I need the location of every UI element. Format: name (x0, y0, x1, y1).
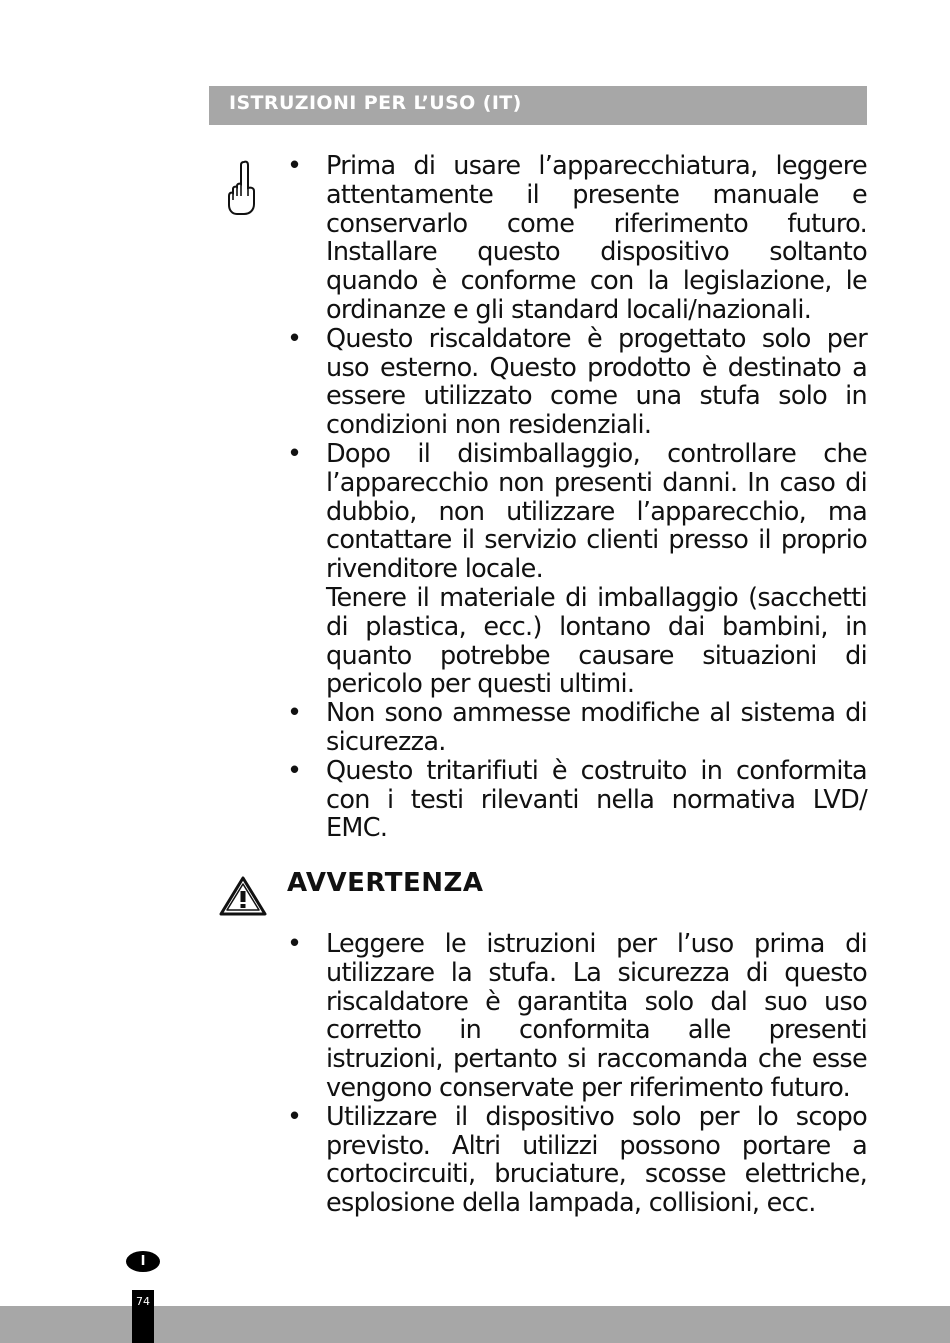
bullet-marker: • (287, 755, 302, 786)
section-header-title: ISTRUZIONI PER L’USO (IT) (229, 92, 522, 114)
paragraph: Leggere le istruzioni per l’uso prima di utilizzare la stufa. La sicurezza di questo riscaldatore è garantita solo dal suo uso corretto in conformita alle presenti istruzioni, pertanto si raccomanda che esse vengono conservate per riferimento futuro. (326, 929, 867, 1103)
list-item (287, 699, 867, 757)
warning-bullet-list (287, 930, 867, 1218)
bullet-marker: • (287, 1101, 302, 1132)
list-item (287, 325, 867, 440)
bullet-marker: • (287, 698, 302, 729)
bullet-marker: • (287, 151, 302, 181)
list-item (287, 1103, 867, 1218)
list-item (287, 930, 867, 1103)
paragraph: Tenere il materiale di imballaggio (sacchetti di plastica, ecc.) lontano dai bambini, in quanto potrebbe causare situazioni di pericolo per questi ultimi. (326, 582, 867, 700)
list-item (287, 757, 867, 843)
list-item (287, 152, 867, 325)
paragraph: Dopo il disimballaggio, controllare che l’apparecchio non presenti danni. In caso di dubbio, non utilizzare l’apparecchio, ma contattare il servizio clienti presso il proprio rivenditore locale. (326, 438, 867, 585)
warning-triangle-icon (218, 875, 268, 917)
intro-section (287, 152, 867, 843)
page-number: 74 (132, 1290, 154, 1343)
bullet-marker: • (287, 438, 302, 469)
bullet-marker: • (287, 929, 302, 959)
pointing-hand-icon (224, 158, 258, 218)
paragraph: Questo tritarifiuti è costruito in conformita con i testi rilevanti nella normativa LVD/ EMC. (326, 755, 867, 844)
paragraph: Non sono ammesse modifiche al sistema di sicurezza. (326, 698, 867, 757)
section-header (209, 86, 867, 125)
intro-bullet-list (287, 152, 867, 843)
paragraph: Utilizzare il dispositivo solo per lo scopo previsto. Altri utilizzi possono portare a cortocircuiti, bruciature, scosse elettriche, esplosione della lampada, collisioni, ecc. (326, 1101, 867, 1219)
warning-section (287, 930, 867, 1218)
warning-heading: AVVERTENZA (287, 868, 484, 898)
list-item (287, 440, 867, 699)
paragraph: Prima di usare l’apparecchiatura, leggere attentamente il presente manuale e conservarlo come riferimento futuro. Installare questo dispositivo soltanto quando è conforme con la legislazione, le ordinanze e gli standard locali/nazionali. (326, 151, 867, 325)
language-badge: I (126, 1251, 160, 1272)
bullet-marker: • (287, 323, 302, 354)
paragraph: Questo riscaldatore è progettato solo per uso esterno. Questo prodotto è destinato a essere utilizzato come una stufa solo in condizioni non residenziali. (326, 323, 867, 441)
